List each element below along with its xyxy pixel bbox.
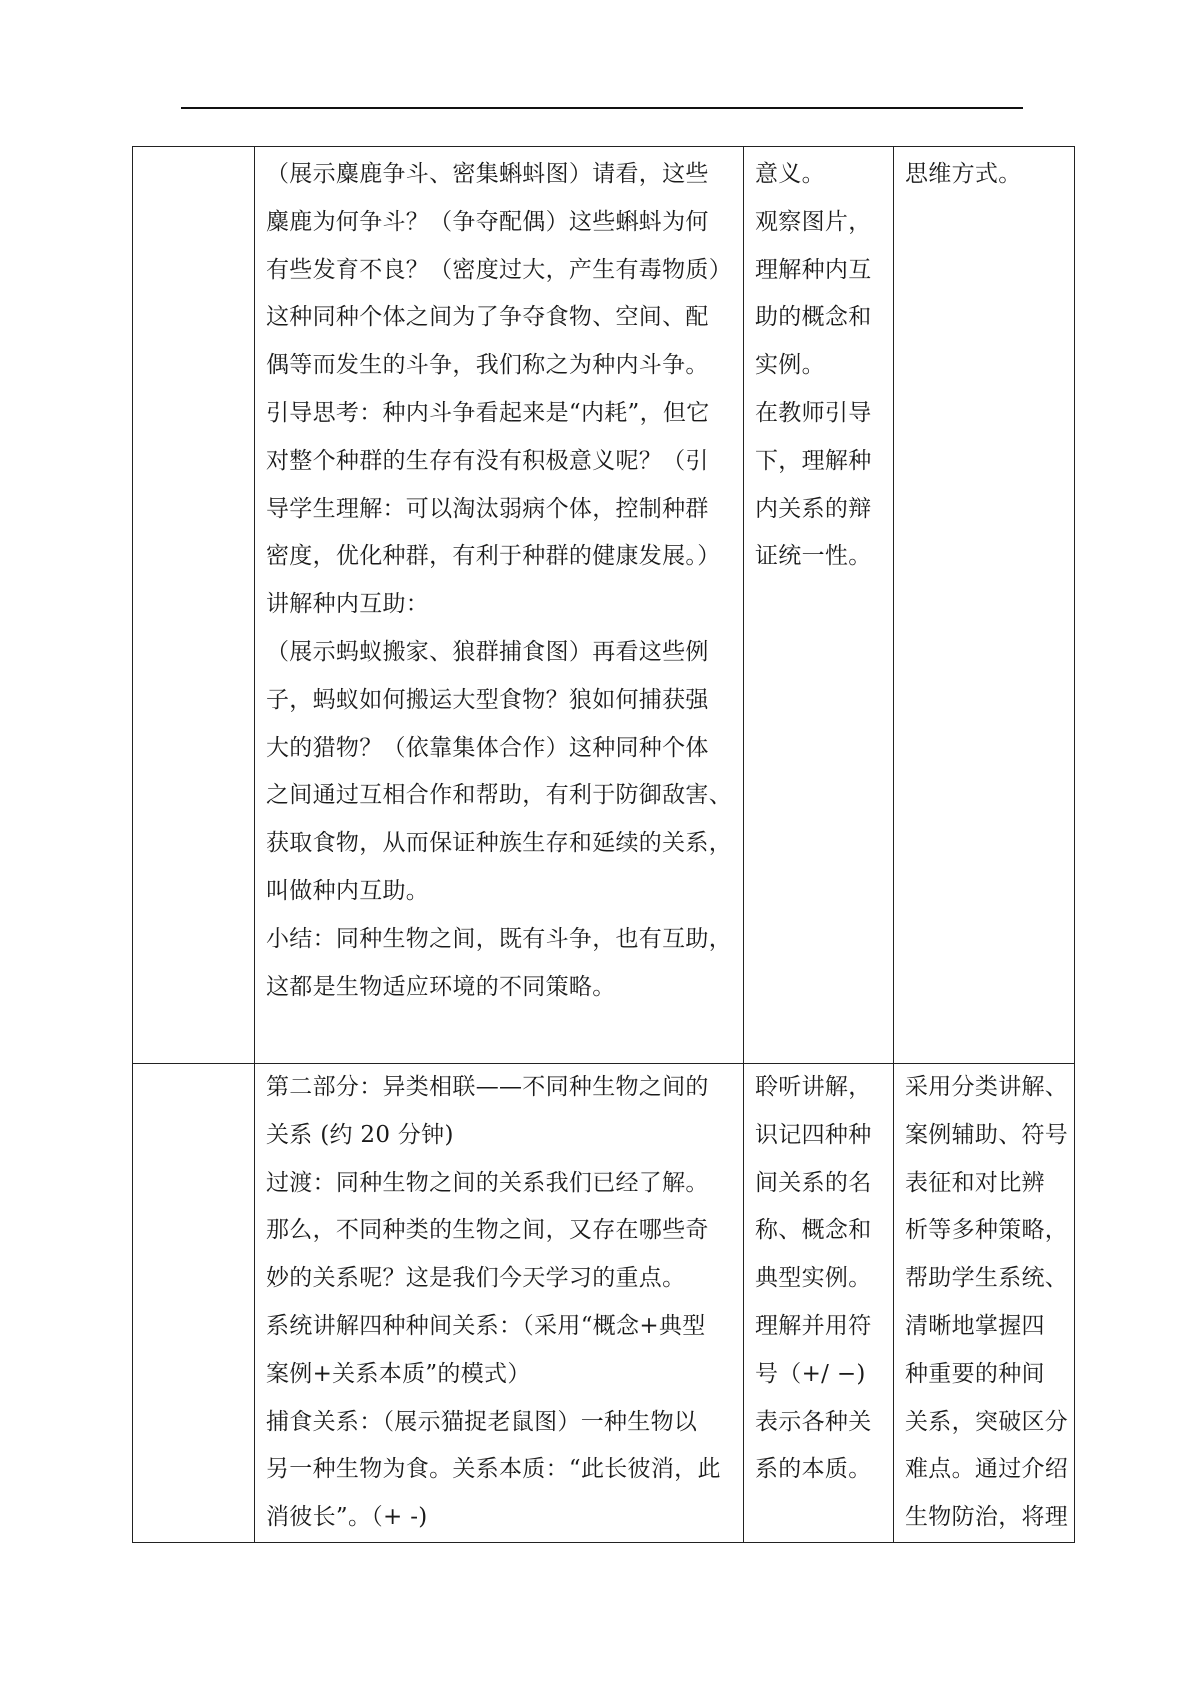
text-line: 采用分类讲解、: [905, 1074, 1069, 1100]
text-line: 在教师引导: [755, 399, 872, 426]
text-line: 表征和对比辨: [905, 1169, 1045, 1196]
design-intent-cell: [894, 1064, 1075, 1543]
text-line: 实例。: [755, 352, 825, 379]
text-line: 内关系的辩: [755, 495, 872, 522]
text-line: 叫做种内互助。: [266, 877, 430, 904]
student-activity-cell: [744, 1064, 894, 1543]
text-line: 讲解种内互助：: [266, 591, 430, 618]
table-row: [133, 147, 1075, 1064]
text-line: 这都是生物适应环境的不同策略。: [266, 973, 616, 1000]
text-line: 思维方式。: [905, 161, 1022, 187]
teacher-activity-cell: [255, 147, 744, 1064]
text-line: 获取食物，从而保证种族生存和延续的关系，: [266, 830, 732, 857]
stage-cell: [133, 147, 255, 1064]
text-line: 帮助学生系统、: [905, 1265, 1069, 1292]
teacher-activity-cell: [255, 1064, 744, 1543]
text-line: 系统讲解四种种间关系：（采用“概念+典型: [266, 1312, 706, 1339]
text-line: 大的猎物？（依靠集体合作）这种同种个体: [266, 734, 709, 761]
text-line: 小结：同种生物之间，既有斗争，也有互助，: [266, 925, 732, 952]
text-line: 理解种内互: [755, 256, 872, 283]
header-rule: [181, 107, 1023, 109]
text-line: 密度，优化种群，有利于种群的健康发展。）: [266, 543, 721, 570]
text-line: 案例辅助、符号: [905, 1121, 1069, 1148]
text-line: 妙的关系呢？这是我们今天学习的重点。: [266, 1265, 686, 1292]
text-line: 识记四种种: [755, 1121, 872, 1148]
text-line: 那么，不同种类的生物之间，又存在哪些奇: [266, 1217, 709, 1244]
text-line: 析等多种策略，: [905, 1217, 1069, 1244]
text-line: 关系，突破区分: [905, 1408, 1069, 1435]
text-line: 助的概念和: [755, 304, 872, 331]
text-line: 第二部分：异类相联——不同种生物之间的: [266, 1074, 709, 1100]
text-line: 生物防治，将理: [905, 1504, 1069, 1531]
text-line: 证统一性。: [755, 543, 872, 570]
text-line: 麋鹿为何争斗？（争夺配偶）这些蝌蚪为何: [266, 208, 709, 235]
text-line: 表示各种关: [755, 1408, 872, 1435]
text-line: 典型实例。: [755, 1265, 872, 1292]
text-line: 关系 (约 20 分钟): [266, 1121, 454, 1148]
text-line: 理解并用符: [755, 1312, 872, 1339]
text-line: （展示麋鹿争斗、密集蝌蚪图）请看，这些: [266, 161, 709, 187]
text-line: 称、概念和: [755, 1217, 872, 1244]
text-line: 聆听讲解，: [755, 1074, 872, 1100]
text-line: 有些发育不良？（密度过大，产生有毒物质）: [266, 256, 732, 283]
text-line: 间关系的名: [755, 1169, 872, 1196]
text-line: 这种同种个体之间为了争夺食物、空间、配: [266, 304, 709, 331]
text-line: 案例+关系本质”的模式）: [266, 1360, 531, 1387]
text-line: 导学生理解：可以淘汰弱病个体，控制种群: [266, 495, 709, 522]
text-line: 引导思考：种内斗争看起来是“内耗”，但它: [266, 399, 710, 426]
text-line: 之间通过互相合作和帮助，有利于防御敌害、: [266, 782, 732, 809]
text-line: 意义。: [755, 161, 825, 187]
text-line: （展示蚂蚁搬家、狼群捕食图）再看这些例: [266, 638, 709, 665]
text-line: 清晰地掌握四: [905, 1312, 1045, 1339]
text-line: 种重要的种间: [905, 1360, 1045, 1387]
text-line: 另一种生物为食。关系本质：“此长彼消，此: [266, 1456, 721, 1483]
lesson-plan-table: [132, 146, 1075, 1543]
text-line: 观察图片，: [755, 208, 872, 235]
stage-cell: [133, 1064, 255, 1543]
text-line: 号（+/ −): [755, 1360, 866, 1387]
text-line: 偶等而发生的斗争，我们称之为种内斗争。: [266, 352, 709, 379]
text-line: 子，蚂蚁如何搬运大型食物？狼如何捕获强: [266, 686, 709, 713]
text-line: 系的本质。: [755, 1456, 872, 1483]
design-intent-cell: [894, 147, 1075, 1064]
text-line: 难点。通过介绍: [905, 1456, 1069, 1483]
text-line: 消彼长”。（+ -): [266, 1504, 428, 1531]
text-line: 下，理解种: [755, 447, 872, 474]
table-row: [133, 1064, 1075, 1543]
text-line: 捕食关系：（展示猫捉老鼠图）一种生物以: [266, 1408, 698, 1435]
text-line: 过渡：同种生物之间的关系我们已经了解。: [266, 1169, 709, 1196]
text-line: 对整个种群的生存有没有积极意义呢？（引: [266, 447, 709, 474]
student-activity-cell: [744, 147, 894, 1064]
